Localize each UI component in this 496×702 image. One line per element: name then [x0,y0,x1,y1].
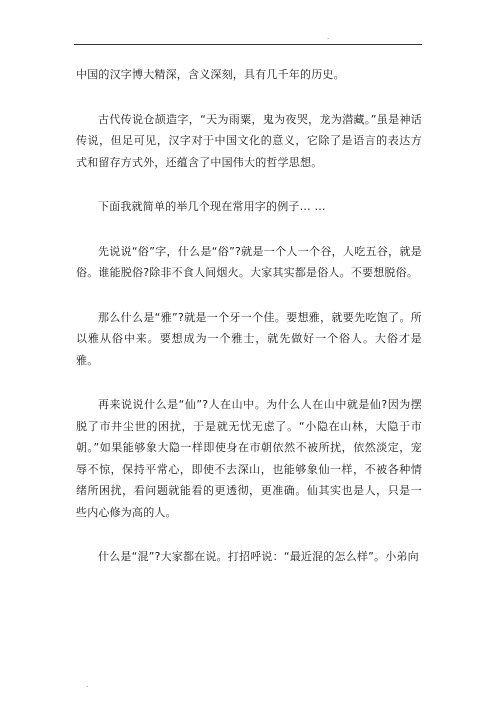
paragraph-examples-lead: 下面我就简单的举几个现在常用字的例子… … [98,200,326,213]
footer-marker: . [86,681,89,689]
paragraph-cangjie: 古代传说仓颉造字，“天为雨粟，鬼为夜哭，龙为潜藏。”虽是神话传说，但足可见，汉字对于中国文化的意义，它除了是语言的表达方式和留存方式外，还蕴含了中国伟大的哲学思想。 [76,112,422,169]
paragraph-xian: 再来说说什么是“仙”?人在山中。为什么人在山中就是仙?因为摆脱了市井尘世的困扰，于是就无忧无虑了。“小隐在山林，大隐于市朝。”如果能够象大隐一样即使身在市朝依然不被所扰，依然淡定，宠辱不惊，保持平常心，即使不去深山，也能够象仙一样，不被各种情绪所困扰，看问题就能看的更透彻，更准确。仙其实也是人，只是一些内心修为高的人。 [76,398,422,519]
header-marker: . [327,33,330,41]
paragraph-ya: 那么什么是“雅”?就是一个牙一个佳。要想雅，就要先吃饱了。所以雅从俗中来。要想成为一个雅士，就先做好一个俗人。大俗才是雅。 [76,310,422,367]
paragraph-hun: 什么是“混”?大家都在说。打招呼说：“最近混的怎么样”。小弟向 [98,550,419,563]
paragraph-intro: 中国的汉字博大精深，含义深刻，具有几千年的历史。 [76,68,345,81]
paragraph-su: 先说说“俗”字，什么是“俗”?就是一个人一个谷，人吃五谷，就是俗。谁能脱俗?除非不食人间烟火。大家其实都是俗人。不要想脱俗。 [76,244,422,279]
header-rule [74,44,422,45]
document-body [76,64,422,591]
